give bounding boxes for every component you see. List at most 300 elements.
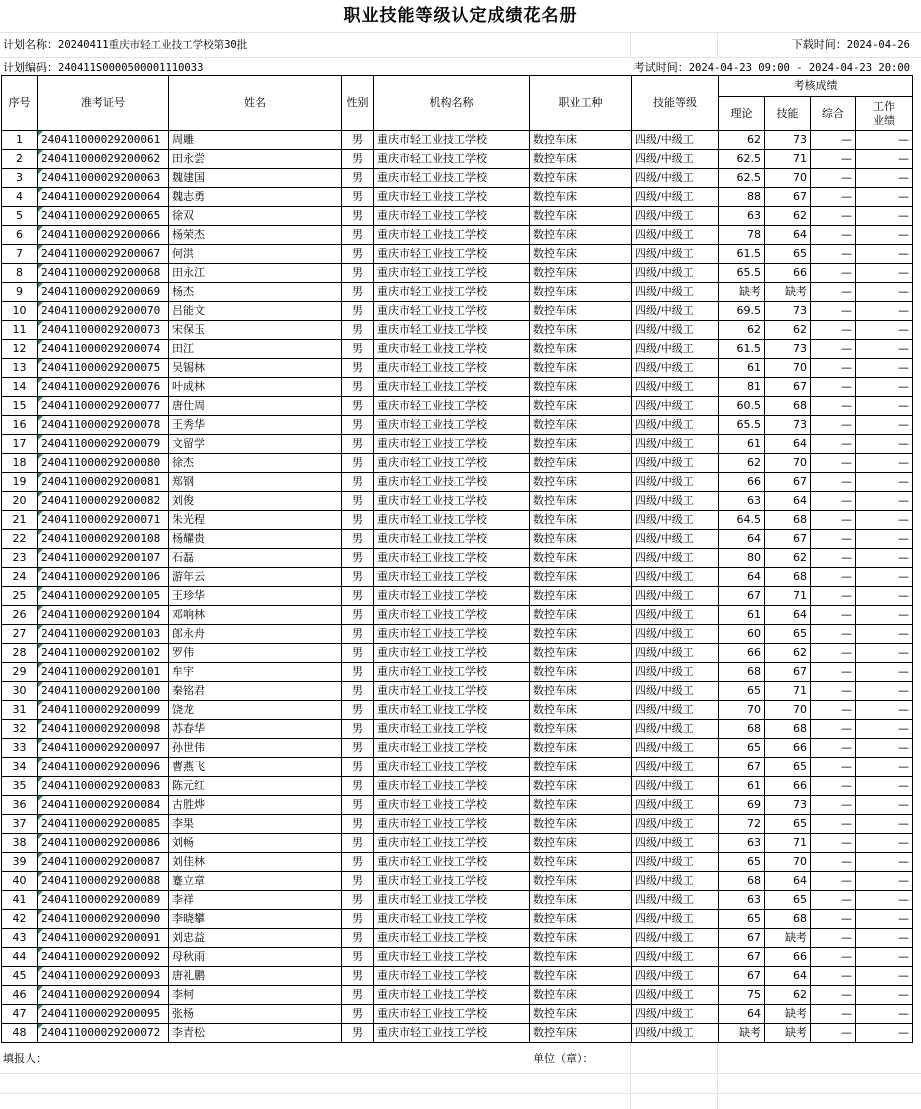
cell-seq: 39 — [2, 853, 38, 872]
cell-name: 徐双 — [169, 207, 342, 226]
cell-occupation: 数控车床 — [530, 815, 632, 834]
cell-ticket: 240411000029200098 — [38, 720, 169, 739]
cell-occupation: 数控车床 — [530, 872, 632, 891]
cell-skill: 64 — [765, 435, 811, 454]
cell-seq: 3 — [2, 169, 38, 188]
cell-overall: — — [811, 834, 856, 853]
cell-seq: 28 — [2, 644, 38, 663]
table-row — [2, 568, 913, 587]
cell-occupation: 数控车床 — [530, 777, 632, 796]
cell-ticket: 240411000029200079 — [38, 435, 169, 454]
cell-org: 重庆市轻工业技工学校 — [374, 207, 530, 226]
cell-level: 四级/中级工 — [632, 226, 719, 245]
cell-work: — — [856, 549, 913, 568]
cell-level: 四级/中级工 — [632, 435, 719, 454]
cell-name: 饶龙 — [169, 701, 342, 720]
cell-level: 四级/中级工 — [632, 549, 719, 568]
cell-level: 四级/中级工 — [632, 245, 719, 264]
cell-overall: — — [811, 530, 856, 549]
cell-name: 徐杰 — [169, 454, 342, 473]
header-gender: 性别 — [342, 76, 374, 131]
cell-theory: 62 — [719, 454, 765, 473]
cell-gender: 男 — [342, 910, 374, 929]
cell-seq: 40 — [2, 872, 38, 891]
cell-level: 四级/中级工 — [632, 283, 719, 302]
cell-org: 重庆市轻工业技工学校 — [374, 891, 530, 910]
cell-theory: 65 — [719, 682, 765, 701]
cell-seq: 45 — [2, 967, 38, 986]
plan-code-row — [3, 60, 203, 76]
reporter-label: 填报人： — [3, 1052, 47, 1065]
cell-seq: 26 — [2, 606, 38, 625]
cell-gender: 男 — [342, 416, 374, 435]
unit-label: 单位（章）： — [533, 1052, 594, 1065]
cell-gender: 男 — [342, 245, 374, 264]
table-row — [2, 796, 913, 815]
cell-theory: 62.5 — [719, 169, 765, 188]
cell-level: 四级/中级工 — [632, 644, 719, 663]
cell-work: — — [856, 853, 913, 872]
cell-occupation: 数控车床 — [530, 378, 632, 397]
cell-work: — — [856, 340, 913, 359]
cell-org: 重庆市轻工业技工学校 — [374, 131, 530, 150]
cell-level: 四级/中级工 — [632, 720, 719, 739]
cell-ticket: 240411000029200094 — [38, 986, 169, 1005]
table-row — [2, 397, 913, 416]
cell-overall: — — [811, 511, 856, 530]
sheet-gridline — [0, 1073, 921, 1074]
cell-gender: 男 — [342, 207, 374, 226]
cell-occupation: 数控车床 — [530, 967, 632, 986]
cell-theory: 65.5 — [719, 416, 765, 435]
cell-skill: 71 — [765, 587, 811, 606]
cell-level: 四级/中级工 — [632, 986, 719, 1005]
cell-work: — — [856, 207, 913, 226]
cell-level: 四级/中级工 — [632, 416, 719, 435]
table-row — [2, 378, 913, 397]
cell-name: 李祥 — [169, 891, 342, 910]
cell-work: — — [856, 967, 913, 986]
cell-ticket: 240411000029200105 — [38, 587, 169, 606]
table-row — [2, 872, 913, 891]
cell-seq: 21 — [2, 511, 38, 530]
cell-name: 苏春华 — [169, 720, 342, 739]
cell-work: — — [856, 416, 913, 435]
cell-skill: 70 — [765, 454, 811, 473]
cell-occupation: 数控车床 — [530, 606, 632, 625]
cell-gender: 男 — [342, 169, 374, 188]
cell-ticket: 240411000029200085 — [38, 815, 169, 834]
cell-name: 朱光程 — [169, 511, 342, 530]
cell-overall: — — [811, 910, 856, 929]
cell-occupation: 数控车床 — [530, 644, 632, 663]
cell-level: 四级/中级工 — [632, 321, 719, 340]
cell-skill: 73 — [765, 796, 811, 815]
cell-org: 重庆市轻工业技工学校 — [374, 815, 530, 834]
cell-work: — — [856, 150, 913, 169]
cell-name: 杨杰 — [169, 283, 342, 302]
download-time-row — [792, 37, 910, 53]
cell-ticket: 240411000029200086 — [38, 834, 169, 853]
cell-occupation: 数控车床 — [530, 435, 632, 454]
cell-org: 重庆市轻工业技工学校 — [374, 340, 530, 359]
cell-ticket: 240411000029200096 — [38, 758, 169, 777]
cell-org: 重庆市轻工业技工学校 — [374, 397, 530, 416]
cell-occupation: 数控车床 — [530, 245, 632, 264]
cell-org: 重庆市轻工业技工学校 — [374, 834, 530, 853]
cell-org: 重庆市轻工业技工学校 — [374, 226, 530, 245]
cell-skill: 66 — [765, 777, 811, 796]
cell-theory: 80 — [719, 549, 765, 568]
cell-overall: — — [811, 397, 856, 416]
cell-overall: — — [811, 815, 856, 834]
cell-gender: 男 — [342, 530, 374, 549]
cell-gender: 男 — [342, 188, 374, 207]
cell-gender: 男 — [342, 226, 374, 245]
cell-skill: 65 — [765, 891, 811, 910]
cell-overall: — — [811, 454, 856, 473]
cell-gender: 男 — [342, 378, 374, 397]
cell-ticket: 240411000029200093 — [38, 967, 169, 986]
table-row — [2, 131, 913, 150]
cell-skill: 64 — [765, 967, 811, 986]
cell-occupation: 数控车床 — [530, 568, 632, 587]
cell-skill: 68 — [765, 720, 811, 739]
table-row — [2, 264, 913, 283]
cell-name: 吴锡林 — [169, 359, 342, 378]
cell-gender: 男 — [342, 397, 374, 416]
cell-name: 周雕 — [169, 131, 342, 150]
cell-occupation: 数控车床 — [530, 131, 632, 150]
cell-gender: 男 — [342, 549, 374, 568]
cell-skill: 64 — [765, 492, 811, 511]
cell-level: 四级/中级工 — [632, 853, 719, 872]
cell-level: 四级/中级工 — [632, 663, 719, 682]
cell-theory: 65 — [719, 910, 765, 929]
cell-overall: — — [811, 1005, 856, 1024]
cell-overall: — — [811, 872, 856, 891]
table-row — [2, 435, 913, 454]
cell-overall: — — [811, 606, 856, 625]
cell-ticket: 240411000029200064 — [38, 188, 169, 207]
cell-theory: 62.5 — [719, 150, 765, 169]
cell-gender: 男 — [342, 1024, 374, 1043]
cell-skill: 缺考 — [765, 1005, 811, 1024]
cell-name: 叶成林 — [169, 378, 342, 397]
sheet-gridline — [0, 1093, 921, 1094]
cell-occupation: 数控车床 — [530, 188, 632, 207]
cell-name: 刘忠益 — [169, 929, 342, 948]
cell-theory: 75 — [719, 986, 765, 1005]
cell-ticket: 240411000029200077 — [38, 397, 169, 416]
cell-level: 四级/中级工 — [632, 891, 719, 910]
cell-ticket: 240411000029200082 — [38, 492, 169, 511]
score-table — [1, 75, 913, 1043]
cell-ticket: 240411000029200065 — [38, 207, 169, 226]
cell-theory: 64 — [719, 530, 765, 549]
cell-org: 重庆市轻工业技工学校 — [374, 910, 530, 929]
cell-overall: — — [811, 264, 856, 283]
cell-work: — — [856, 283, 913, 302]
cell-ticket: 240411000029200069 — [38, 283, 169, 302]
cell-seq: 48 — [2, 1024, 38, 1043]
cell-gender: 男 — [342, 435, 374, 454]
cell-occupation: 数控车床 — [530, 948, 632, 967]
cell-org: 重庆市轻工业技工学校 — [374, 606, 530, 625]
cell-occupation: 数控车床 — [530, 587, 632, 606]
cell-org: 重庆市轻工业技工学校 — [374, 169, 530, 188]
cell-overall: — — [811, 492, 856, 511]
cell-occupation: 数控车床 — [530, 416, 632, 435]
cell-org: 重庆市轻工业技工学校 — [374, 188, 530, 207]
cell-gender: 男 — [342, 720, 374, 739]
cell-ticket: 240411000029200097 — [38, 739, 169, 758]
sheet-gridline — [0, 32, 921, 33]
cell-name: 牟宇 — [169, 663, 342, 682]
cell-org: 重庆市轻工业技工学校 — [374, 644, 530, 663]
cell-level: 四级/中级工 — [632, 606, 719, 625]
cell-occupation: 数控车床 — [530, 530, 632, 549]
cell-skill: 68 — [765, 568, 811, 587]
cell-theory: 68 — [719, 663, 765, 682]
cell-gender: 男 — [342, 131, 374, 150]
cell-ticket: 240411000029200066 — [38, 226, 169, 245]
table-row — [2, 682, 913, 701]
cell-name: 田永江 — [169, 264, 342, 283]
table-row — [2, 283, 913, 302]
cell-name: 李青松 — [169, 1024, 342, 1043]
cell-skill: 缺考 — [765, 929, 811, 948]
cell-skill: 68 — [765, 910, 811, 929]
cell-work: — — [856, 587, 913, 606]
cell-seq: 20 — [2, 492, 38, 511]
cell-work: — — [856, 1024, 913, 1043]
cell-theory: 68 — [719, 720, 765, 739]
cell-overall: — — [811, 378, 856, 397]
cell-gender: 男 — [342, 264, 374, 283]
cell-seq: 24 — [2, 568, 38, 587]
cell-seq: 22 — [2, 530, 38, 549]
cell-seq: 15 — [2, 397, 38, 416]
table-row — [2, 815, 913, 834]
cell-level: 四级/中级工 — [632, 796, 719, 815]
cell-level: 四级/中级工 — [632, 150, 719, 169]
cell-seq: 43 — [2, 929, 38, 948]
cell-theory: 61 — [719, 606, 765, 625]
cell-skill: 62 — [765, 207, 811, 226]
cell-name: 文留学 — [169, 435, 342, 454]
cell-seq: 8 — [2, 264, 38, 283]
cell-occupation: 数控车床 — [530, 549, 632, 568]
cell-overall: — — [811, 340, 856, 359]
cell-seq: 6 — [2, 226, 38, 245]
cell-org: 重庆市轻工业技工学校 — [374, 473, 530, 492]
cell-work: — — [856, 891, 913, 910]
cell-work: — — [856, 397, 913, 416]
cell-org: 重庆市轻工业技工学校 — [374, 530, 530, 549]
cell-work: — — [856, 777, 913, 796]
cell-work: — — [856, 663, 913, 682]
cell-work: — — [856, 454, 913, 473]
header-org: 机构名称 — [374, 76, 530, 131]
table-row — [2, 530, 913, 549]
cell-gender: 男 — [342, 606, 374, 625]
cell-theory: 69 — [719, 796, 765, 815]
table-row — [2, 644, 913, 663]
cell-gender: 男 — [342, 283, 374, 302]
cell-org: 重庆市轻工业技工学校 — [374, 359, 530, 378]
cell-org: 重庆市轻工业技工学校 — [374, 986, 530, 1005]
cell-occupation: 数控车床 — [530, 986, 632, 1005]
cell-work: — — [856, 245, 913, 264]
cell-theory: 70 — [719, 701, 765, 720]
cell-name: 李果 — [169, 815, 342, 834]
cell-occupation: 数控车床 — [530, 150, 632, 169]
cell-theory: 60.5 — [719, 397, 765, 416]
cell-level: 四级/中级工 — [632, 758, 719, 777]
cell-org: 重庆市轻工业技工学校 — [374, 549, 530, 568]
cell-gender: 男 — [342, 587, 374, 606]
table-row — [2, 226, 913, 245]
cell-ticket: 240411000029200073 — [38, 321, 169, 340]
cell-theory: 69.5 — [719, 302, 765, 321]
cell-ticket: 240411000029200078 — [38, 416, 169, 435]
cell-overall: — — [811, 131, 856, 150]
table-row — [2, 663, 913, 682]
cell-seq: 4 — [2, 188, 38, 207]
cell-name: 孙世伟 — [169, 739, 342, 758]
cell-skill: 65 — [765, 815, 811, 834]
cell-theory: 缺考 — [719, 1024, 765, 1043]
cell-level: 四级/中级工 — [632, 834, 719, 853]
cell-org: 重庆市轻工业技工学校 — [374, 1005, 530, 1024]
cell-gender: 男 — [342, 701, 374, 720]
cell-work: — — [856, 530, 913, 549]
cell-gender: 男 — [342, 663, 374, 682]
cell-occupation: 数控车床 — [530, 663, 632, 682]
cell-gender: 男 — [342, 321, 374, 340]
cell-ticket: 240411000029200100 — [38, 682, 169, 701]
cell-gender: 男 — [342, 682, 374, 701]
cell-ticket: 240411000029200106 — [38, 568, 169, 587]
table-body — [2, 131, 913, 1043]
cell-level: 四级/中级工 — [632, 929, 719, 948]
cell-overall: — — [811, 207, 856, 226]
cell-name: 刘佳林 — [169, 853, 342, 872]
sheet-gridline — [717, 32, 718, 57]
cell-level: 四级/中级工 — [632, 530, 719, 549]
cell-theory: 61.5 — [719, 245, 765, 264]
cell-name: 魏建国 — [169, 169, 342, 188]
cell-theory: 81 — [719, 378, 765, 397]
cell-level: 四级/中级工 — [632, 1024, 719, 1043]
cell-org: 重庆市轻工业技工学校 — [374, 283, 530, 302]
sheet-gridline — [0, 57, 921, 58]
cell-work: — — [856, 606, 913, 625]
cell-overall: — — [811, 150, 856, 169]
cell-gender: 男 — [342, 150, 374, 169]
header-work: 工作 业绩 — [856, 97, 913, 131]
plan-name-row — [3, 37, 247, 53]
cell-skill: 73 — [765, 131, 811, 150]
cell-org: 重庆市轻工业技工学校 — [374, 758, 530, 777]
cell-work: — — [856, 796, 913, 815]
cell-theory: 64 — [719, 1005, 765, 1024]
cell-org: 重庆市轻工业技工学校 — [374, 245, 530, 264]
cell-ticket: 240411000029200084 — [38, 796, 169, 815]
cell-ticket: 240411000029200070 — [38, 302, 169, 321]
cell-ticket: 240411000029200102 — [38, 644, 169, 663]
cell-gender: 男 — [342, 359, 374, 378]
table-row — [2, 758, 913, 777]
header-occupation: 职业工种 — [530, 76, 632, 131]
exam-time-value: 2024-04-23 09:00 - 2024-04-23 20:00 — [688, 62, 910, 74]
cell-overall: — — [811, 967, 856, 986]
cell-skill: 64 — [765, 872, 811, 891]
cell-overall: — — [811, 758, 856, 777]
cell-seq: 27 — [2, 625, 38, 644]
cell-name: 刘俊 — [169, 492, 342, 511]
table-row — [2, 549, 913, 568]
header-skill: 技能 — [765, 97, 811, 131]
cell-name: 田江 — [169, 340, 342, 359]
cell-ticket: 240411000029200108 — [38, 530, 169, 549]
cell-work: — — [856, 511, 913, 530]
cell-skill: 71 — [765, 682, 811, 701]
cell-seq: 7 — [2, 245, 38, 264]
cell-name: 秦铭君 — [169, 682, 342, 701]
cell-name: 母秋雨 — [169, 948, 342, 967]
cell-skill: 缺考 — [765, 283, 811, 302]
cell-work: — — [856, 492, 913, 511]
cell-gender: 男 — [342, 511, 374, 530]
cell-ticket: 240411000029200083 — [38, 777, 169, 796]
cell-theory: 66 — [719, 644, 765, 663]
cell-gender: 男 — [342, 625, 374, 644]
table-row — [2, 416, 913, 435]
cell-gender: 男 — [342, 834, 374, 853]
cell-occupation: 数控车床 — [530, 302, 632, 321]
cell-theory: 63 — [719, 891, 765, 910]
cell-skill: 62 — [765, 321, 811, 340]
header-theory: 理论 — [719, 97, 765, 131]
cell-gender: 男 — [342, 815, 374, 834]
table-row — [2, 834, 913, 853]
cell-overall: — — [811, 473, 856, 492]
cell-overall: — — [811, 948, 856, 967]
cell-occupation: 数控车床 — [530, 1005, 632, 1024]
cell-seq: 14 — [2, 378, 38, 397]
cell-level: 四级/中级工 — [632, 454, 719, 473]
cell-overall: — — [811, 986, 856, 1005]
cell-ticket: 240411000029200075 — [38, 359, 169, 378]
cell-org: 重庆市轻工业技工学校 — [374, 302, 530, 321]
cell-seq: 9 — [2, 283, 38, 302]
cell-level: 四级/中级工 — [632, 682, 719, 701]
cell-theory: 63 — [719, 492, 765, 511]
sheet-gridline — [630, 32, 631, 57]
cell-org: 重庆市轻工业技工学校 — [374, 948, 530, 967]
cell-theory: 65.5 — [719, 264, 765, 283]
cell-skill: 65 — [765, 758, 811, 777]
cell-seq: 42 — [2, 910, 38, 929]
cell-org: 重庆市轻工业技工学校 — [374, 872, 530, 891]
cell-name: 吕能文 — [169, 302, 342, 321]
cell-occupation: 数控车床 — [530, 473, 632, 492]
cell-occupation: 数控车床 — [530, 207, 632, 226]
cell-work: — — [856, 986, 913, 1005]
exam-time-row — [634, 60, 910, 76]
